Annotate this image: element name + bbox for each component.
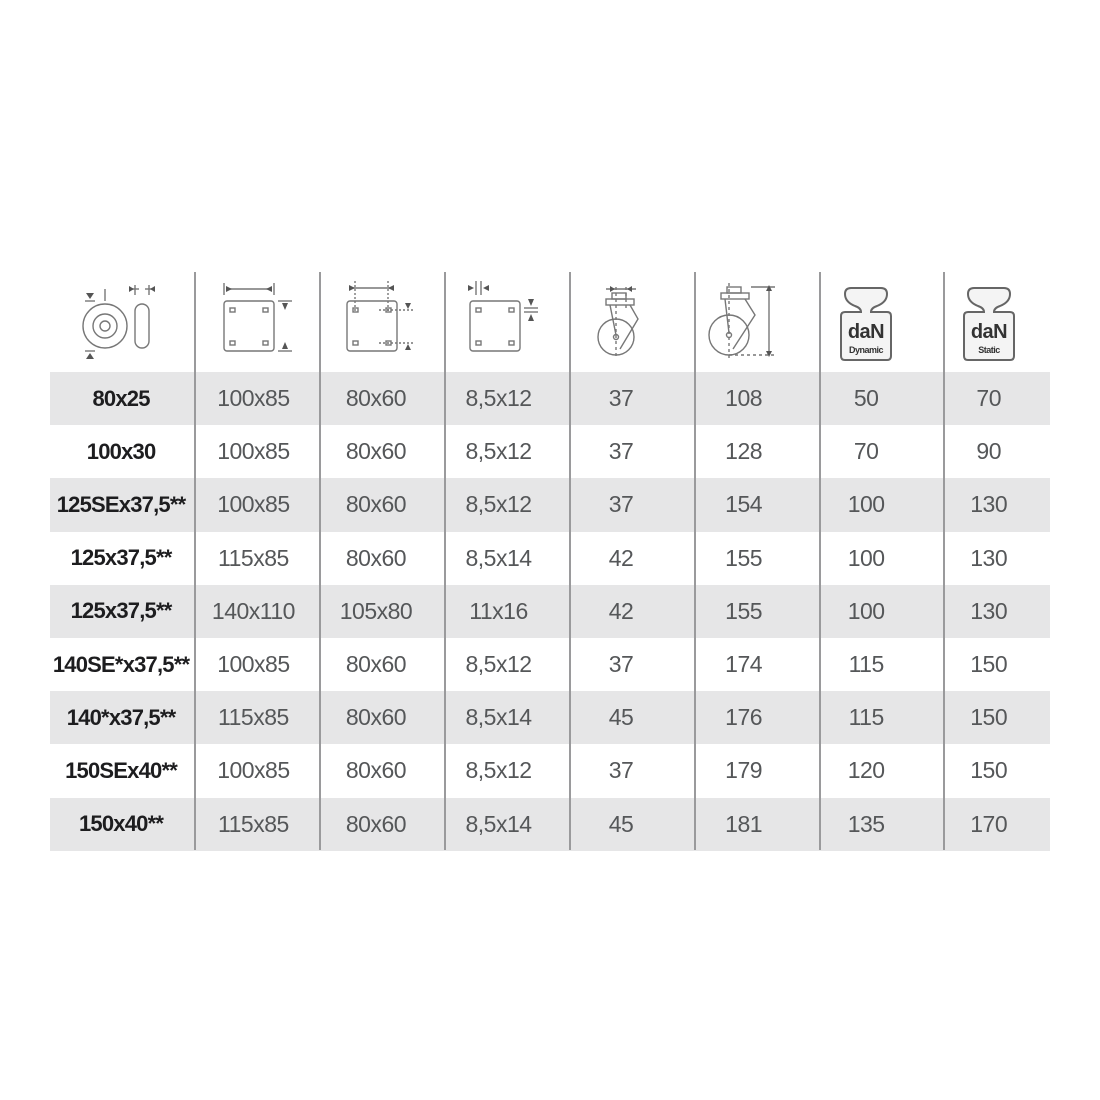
table-cell: 37: [608, 651, 634, 678]
table-row: [50, 425, 1050, 478]
wheel-dimensions-icon: [50, 272, 192, 372]
table-cell: 37: [608, 757, 634, 784]
wheel-size-cell: 125SEx37,5**: [56, 491, 186, 517]
table-row: [50, 372, 1050, 425]
table-cell: 135: [847, 810, 885, 837]
table-cell: 100: [847, 491, 885, 518]
table-cell: 115x85: [218, 704, 289, 731]
bolt-hole-size-icon: [437, 272, 560, 372]
table-cell: 150: [970, 704, 1008, 731]
table-cell: 80x60: [345, 757, 407, 784]
table-cell: 179: [725, 757, 763, 784]
table-cell: 80x60: [345, 544, 407, 571]
table-cell: 128: [725, 438, 763, 465]
table-cell: 170: [970, 810, 1008, 837]
table-cell: 154: [725, 491, 763, 518]
table-cell: 42: [608, 544, 634, 571]
dynamic-load-label: Dynamic: [849, 345, 884, 355]
plate-size-icon: [192, 272, 315, 372]
table-cell: 115x85: [218, 544, 289, 571]
table-row: [50, 478, 1050, 531]
table-cell: 70: [853, 438, 879, 465]
column-divider: [943, 272, 945, 850]
table-cell: 100x85: [217, 385, 290, 412]
offset-icon: [560, 272, 683, 372]
wheel-size-cell: 80x25: [92, 385, 150, 411]
static-load-icon: [927, 272, 1050, 372]
column-divider: [569, 272, 571, 850]
table-cell: 115: [848, 651, 884, 678]
table-cell: 8,5x12: [465, 385, 532, 412]
table-cell: 181: [725, 810, 763, 837]
table-cell: 11x16: [469, 597, 528, 624]
table-cell: 100x85: [217, 757, 290, 784]
table-cell: 150: [970, 757, 1008, 784]
wheel-size-cell: 100x30: [86, 438, 156, 464]
table-cell: 130: [970, 491, 1008, 518]
bolt-hole-spacing-icon: [315, 272, 438, 372]
table-cell: 80x60: [345, 491, 407, 518]
wheel-size-cell: 140*x37,5**: [66, 704, 176, 730]
table-cell: 115: [848, 704, 884, 731]
table-cell: 8,5x14: [465, 810, 532, 837]
table-row: [50, 585, 1050, 638]
table-cell: 174: [725, 651, 763, 678]
static-load-label: Static: [977, 345, 1000, 355]
column-divider: [319, 272, 321, 850]
table-cell: 80x60: [345, 438, 407, 465]
table-cell: 150: [970, 651, 1008, 678]
table-cell: 37: [608, 491, 634, 518]
table-cell: 155: [725, 597, 763, 624]
table-cell: 120: [847, 757, 885, 784]
table-row: [50, 691, 1050, 744]
table-row: [50, 638, 1050, 691]
table-cell: 80x60: [345, 704, 407, 731]
table-cell: 140x110: [211, 597, 295, 624]
table-cell: 80x60: [345, 651, 407, 678]
table-cell: 100x85: [217, 438, 290, 465]
table-cell: 8,5x12: [465, 651, 532, 678]
total-height-icon: [682, 272, 805, 372]
table-cell: 8,5x12: [465, 757, 532, 784]
table-cell: 90: [976, 438, 1001, 465]
table-cell: 8,5x14: [465, 704, 532, 731]
table-row: [50, 744, 1050, 797]
table-cell: 100: [847, 597, 885, 624]
table-body: [50, 372, 1050, 851]
table-cell: 100x85: [217, 651, 290, 678]
table-cell: 115x85: [218, 810, 289, 837]
table-cell: 70: [976, 385, 1001, 412]
wheel-size-cell: 125x37,5**: [70, 598, 172, 624]
table-cell: 176: [725, 704, 763, 731]
table-cell: 130: [970, 597, 1008, 624]
table-cell: 45: [608, 810, 634, 837]
table-row: [50, 798, 1050, 851]
table-cell: 105x80: [339, 597, 413, 624]
wheel-size-cell: 125x37,5**: [70, 545, 172, 571]
table-cell: 37: [608, 385, 634, 412]
table-cell: 80x60: [345, 810, 407, 837]
header-row: [50, 272, 1050, 372]
spec-table: [50, 272, 1050, 851]
column-divider: [444, 272, 446, 850]
table-cell: 8,5x14: [465, 544, 532, 571]
table-cell: 80x60: [345, 385, 407, 412]
table-cell: 130: [970, 544, 1008, 571]
wheel-size-cell: 140SE*x37,5**: [52, 651, 190, 677]
wheel-size-cell: 150SEx40**: [65, 757, 178, 783]
table-cell: 8,5x12: [465, 491, 532, 518]
table-cell: 42: [608, 597, 634, 624]
column-divider: [194, 272, 196, 850]
dynamic-load-unit: daN: [848, 321, 885, 343]
table-cell: 8,5x12: [465, 438, 532, 465]
table-cell: 45: [608, 704, 634, 731]
static-load-unit: daN: [970, 321, 1007, 343]
table-cell: 37: [608, 438, 634, 465]
wheel-size-cell: 150x40**: [79, 811, 164, 837]
column-divider: [819, 272, 821, 850]
dynamic-load-icon: [805, 272, 928, 372]
table-cell: 100: [847, 544, 885, 571]
column-divider: [694, 272, 696, 850]
table-cell: 108: [725, 385, 763, 412]
table-cell: 155: [725, 544, 763, 571]
table-row: [50, 532, 1050, 585]
table-cell: 50: [853, 385, 879, 412]
table-cell: 100x85: [217, 491, 290, 518]
